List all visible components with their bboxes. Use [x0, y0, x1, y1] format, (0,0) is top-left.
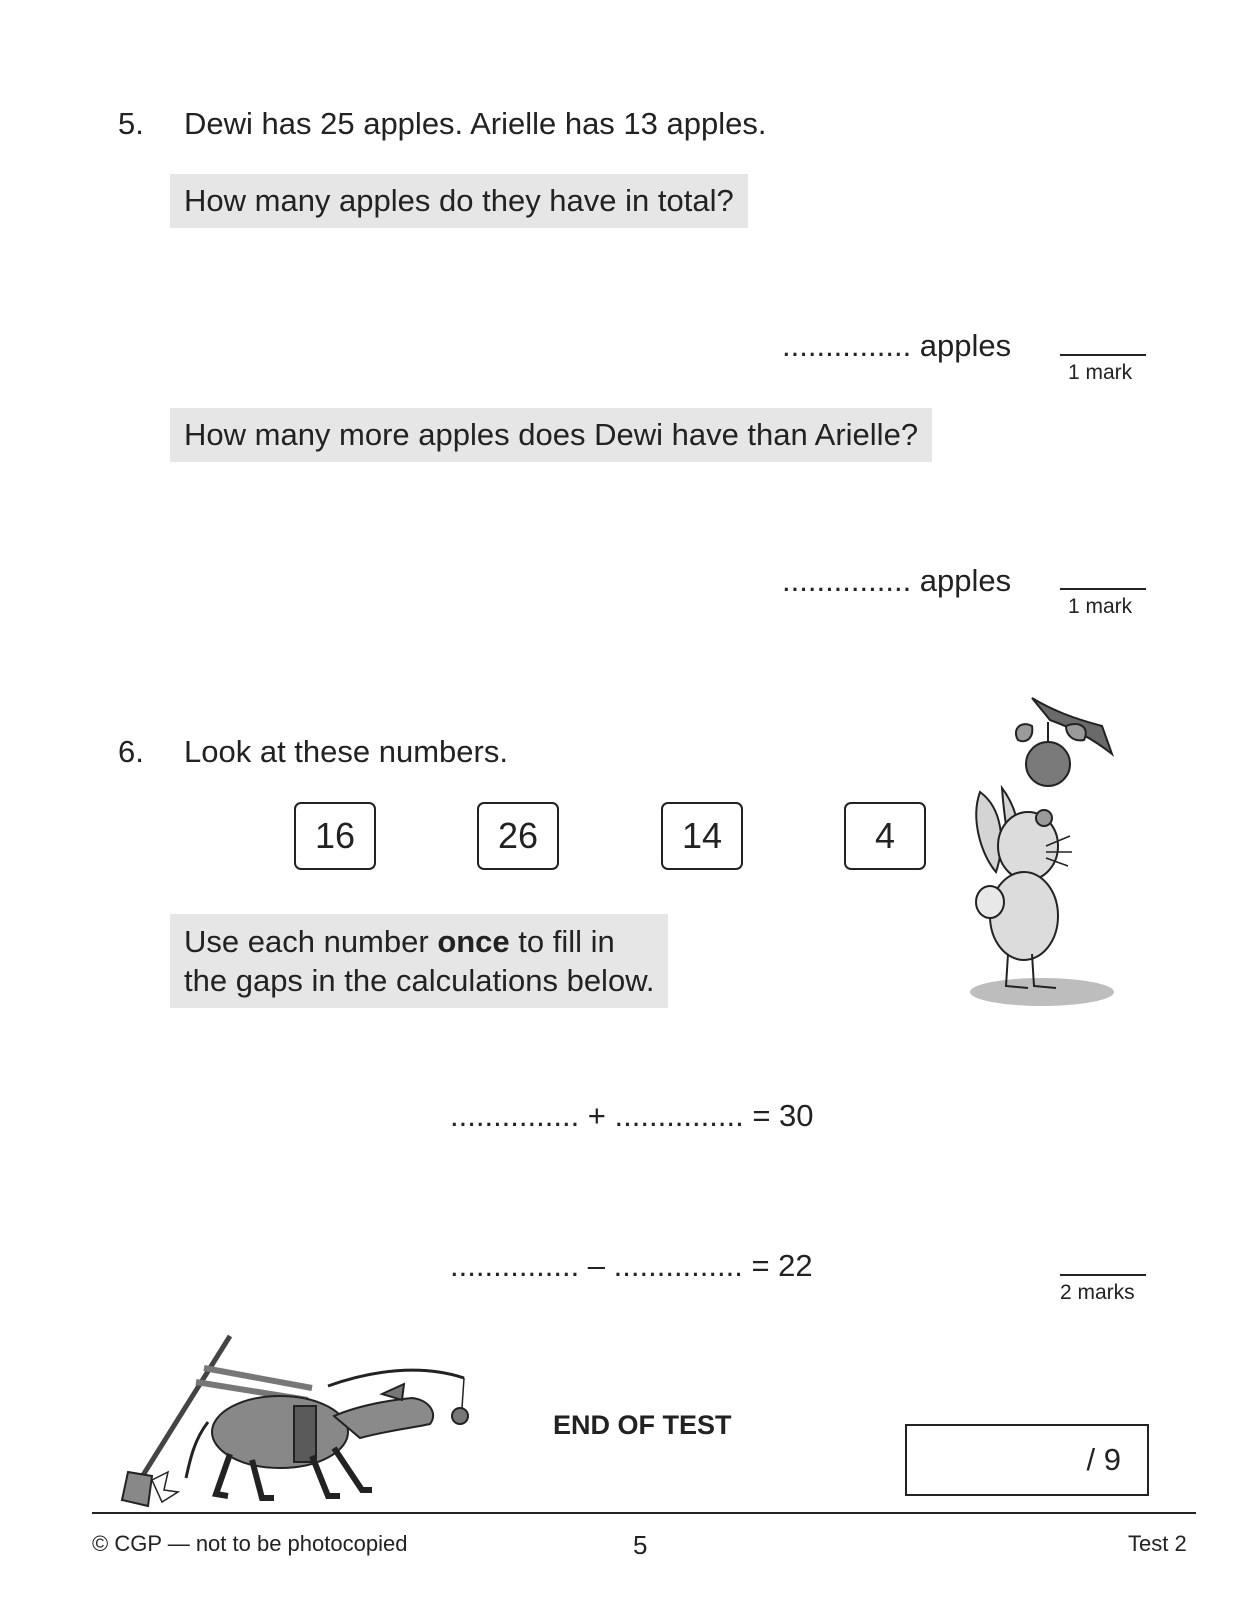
- calc-addition[interactable]: ............... + ............... = 30: [450, 1098, 814, 1133]
- q5a-mark-line: [1060, 354, 1146, 356]
- q5a-mark: 1 mark: [1068, 361, 1133, 384]
- footer-divider: [92, 1512, 1196, 1514]
- q5b-prompt: How many more apples does Dewi have than Arielle?: [170, 408, 932, 462]
- q5b-mark-line: [1060, 588, 1146, 590]
- q5b-answer[interactable]: ............... apples: [782, 563, 1012, 598]
- page-number: 5: [633, 1530, 648, 1560]
- q5-number: 5.: [118, 106, 144, 141]
- q6-text: Look at these numbers.: [184, 734, 508, 769]
- calc-subtraction[interactable]: ............... – ............... = 22: [450, 1248, 813, 1283]
- number-card: 16: [294, 802, 376, 870]
- end-of-test-title: END OF TEST: [553, 1410, 732, 1440]
- q5a-answer[interactable]: ............... apples: [782, 328, 1012, 363]
- rabbit-illustration: [962, 696, 1122, 1012]
- q6-mark-line: [1060, 1274, 1146, 1276]
- score-box: [905, 1424, 1149, 1496]
- q6-mark: 2 marks: [1060, 1281, 1135, 1304]
- q6-number: 6.: [118, 734, 144, 769]
- q6-instruction: [170, 914, 668, 1008]
- instruction-before: Use each number: [184, 924, 438, 959]
- q5-text: Dewi has 25 apples. Arielle has 13 apples.: [184, 106, 767, 141]
- number-card: 26: [477, 802, 559, 870]
- score-total: / 9: [1086, 1442, 1121, 1477]
- instruction-bold: once: [437, 924, 510, 959]
- footer-copyright: © CGP — not to be photocopied: [92, 1531, 408, 1556]
- instruction-line2: the gaps in the calculations below.: [184, 963, 655, 998]
- number-card: 14: [661, 802, 743, 870]
- number-card: 4: [844, 802, 926, 870]
- q5b-mark: 1 mark: [1068, 595, 1133, 618]
- q5a-prompt: How many apples do they have in total?: [170, 174, 748, 228]
- instruction-after: to fill in: [509, 924, 615, 959]
- donkey-illustration: [112, 1330, 482, 1510]
- test-label: Test 2: [1128, 1531, 1187, 1556]
